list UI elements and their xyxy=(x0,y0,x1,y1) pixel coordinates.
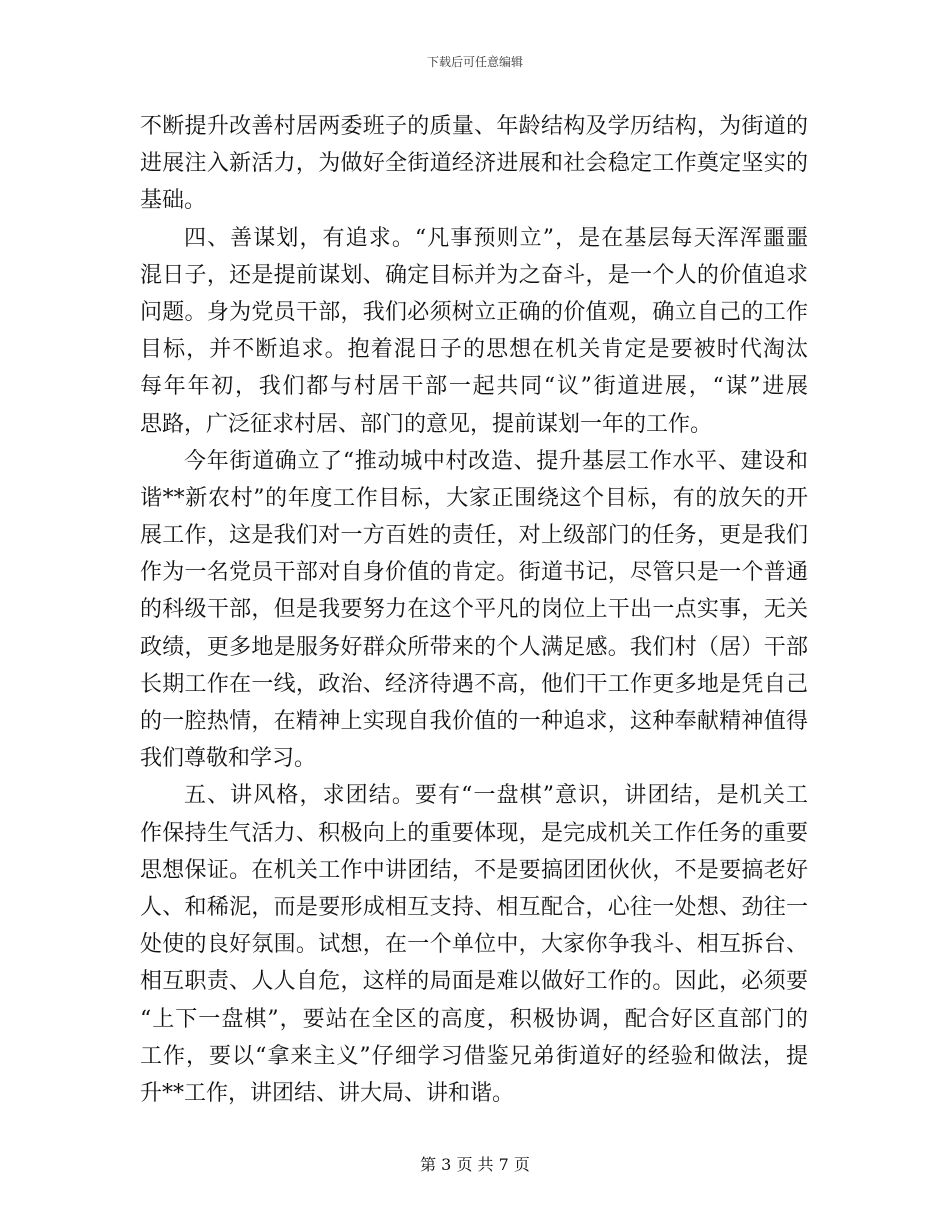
body-line: 人、和稀泥，而是要形成相互支持、相互配合，心往一处想、劲往一 xyxy=(140,894,808,920)
body-line: 的一腔热情，在精神上实现自我价值的一种追求，这种奉献精神值得 xyxy=(140,709,808,734)
body-line: 进展注入新活力，为做好全街道经济进展和社会稳定工作奠定坚实的 xyxy=(140,151,808,177)
paragraph-continuation xyxy=(140,108,808,220)
body-line: 混日子，还是提前谋划、确定目标并为之奋斗，是一个人的价值追求 xyxy=(140,262,808,288)
body-line: 政绩，更多地是服务好群众所带来的个人满足感。我们村（居）干部 xyxy=(140,634,808,660)
body-line: 升**工作，讲团结、讲大局、讲和谐。 xyxy=(140,1080,515,1106)
paragraph-annual-goals xyxy=(140,443,808,778)
page-header-note: 下载后可任意编辑 xyxy=(426,55,523,69)
body-line: 思想保证。在机关工作中讲团结，不是要搞团团伙伙，不是要搞老好 xyxy=(140,857,808,883)
document-body xyxy=(140,108,808,1112)
body-line: 不断提升改善村居两委班子的质量、年龄结构及学历结构，为街道的 xyxy=(140,114,808,139)
body-line: 谐**新农村”的年度工作目标，大家正围绕这个目标，有的放矢的开 xyxy=(140,485,808,511)
body-line: 工作，要以“拿来主义”仔细学习借鉴兄弟街道好的经验和做法，提 xyxy=(140,1043,808,1069)
body-line: 思路，广泛征求村居、部门的意见，提前谋划一年的工作。 xyxy=(140,411,713,437)
body-line: 作保持生气活力、积极向上的重要体现，是完成机关工作任务的重要 xyxy=(140,820,808,846)
page-number: 第 3 页 共 7 页 xyxy=(420,1155,530,1174)
paragraph-section-five xyxy=(140,777,808,1112)
body-line: 五、讲风格，求团结。要有“一盘棋”意识，讲团结，是机关工 xyxy=(184,783,808,809)
body-line: 问题。身为党员干部，我们必须树立正确的价值观，确立自己的工作 xyxy=(140,299,808,325)
body-line: 处使的良好氛围。试想，在一个单位中，大家你争我斗、相互拆台、 xyxy=(140,932,808,958)
body-line: 基础。 xyxy=(140,188,207,214)
body-line: 四、善谋划，有追求。“凡事预则立”，是在基层每天浑浑噩噩 xyxy=(184,225,808,251)
body-line: 相互职责、人人自危，这样的局面是难以做好工作的。因此，必须要 xyxy=(140,969,808,995)
body-line: 展工作，这是我们对一方百姓的责任，对上级部门的任务，更是我们 xyxy=(140,523,808,549)
body-line: 每年年初，我们都与村居干部一起共同“议”街道进展，“谋”进展 xyxy=(140,374,808,400)
body-line: 目标，并不断追求。抱着混日子的思想在机关肯定是要被时代淘汰 xyxy=(140,337,808,363)
body-line: 长期工作在一线，政治、经济待遇不高，他们干工作更多地是凭自己 xyxy=(140,671,808,697)
body-line: “上下一盘棋”，要站在全区的高度，积极协调，配合好区直部门的 xyxy=(140,1006,808,1032)
body-line: 作为一名党员干部对自身价值的肯定。街道书记，尽管只是一个普通 xyxy=(140,560,808,586)
body-line: 我们尊敬和学习。 xyxy=(140,746,317,772)
body-line: 的科级干部，但是我要努力在这个平凡的岗位上干出一点实事，无关 xyxy=(140,597,808,623)
paragraph-section-four xyxy=(140,220,808,443)
body-line: 今年街道确立了“推动城中村改造、提升基层工作水平、建设和 xyxy=(184,448,808,474)
